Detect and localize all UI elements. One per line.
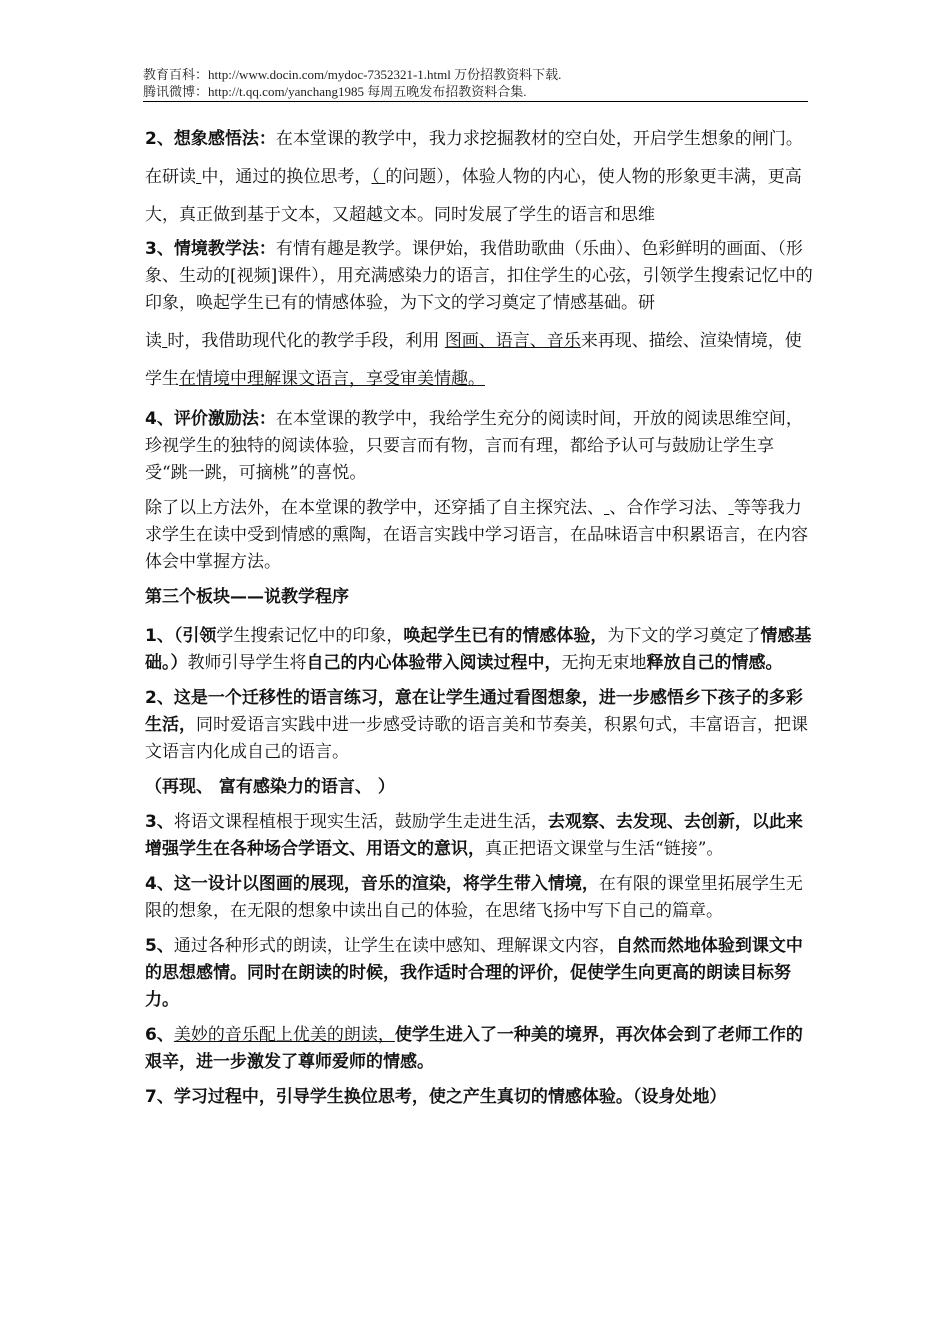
bold-span: 学习过程中，引导学生换位思考，使之产生真切的情感体验。（设身处地） — [173, 1087, 727, 1107]
text-span: 为下文的学习奠定了 — [607, 626, 761, 646]
page-header — [143, 66, 808, 100]
text-span: 在本堂课的教学中，我力求挖掘教材的空白处，开启学生想象的闸门。在研读 — [145, 129, 803, 187]
procedure-step-6 — [145, 1022, 813, 1076]
item-number: 2、 — [145, 129, 174, 149]
procedure-step-3 — [145, 809, 813, 863]
text-span: 无拘无束地 — [561, 653, 647, 673]
section-heading: 第三个板块——说教学程序 — [145, 587, 349, 607]
text-span: 有情有趣是教学。课伊始，我借助歌曲（乐曲）、色彩鲜明的画面、（形象、生动的[视频]课件），用充满感染力的语言，扣住学生的心弦，引领学生搜索记忆中的印象，唤起学生已有的情感体验，为下文的学习奠定了情感基础。研 — [145, 239, 813, 313]
item-number: 3、 — [145, 239, 174, 259]
item-number: 5、 — [145, 936, 174, 956]
item-number: 4、 — [145, 409, 174, 429]
item-number: 7、 — [145, 1087, 174, 1107]
procedure-step-1 — [145, 623, 813, 677]
underlined-phrase: 在情境中理解课文语言，享受审美情趣。 — [179, 369, 485, 389]
method-label: 评价激励法： — [173, 409, 276, 429]
text-span: 等等我力求学生在读中受到情感的熏陶，在语言实践中学习语言，在品味语言中积累语言，在内容体会中掌握方法。 — [145, 498, 808, 572]
bold-span: 情感基础。） — [145, 626, 812, 673]
procedure-step-2 — [145, 685, 813, 766]
document-body — [145, 120, 813, 1119]
bold-span: 释放自己的情感。 — [646, 653, 783, 673]
text-span: 来再现、描绘、渲染情境，使学生 — [145, 331, 802, 389]
item-number: 6、 — [145, 1025, 174, 1045]
text-span: 在本堂课的教学中，我给学生充分的阅读时间，开放的阅读思维空间，珍视学生的独特的阅读体验，只要言而有物，言而有理，都给予认可与鼓励让学生享受“跳一跳，可摘桃”的喜悦。 — [145, 409, 803, 483]
paragraph-situational-method — [145, 236, 813, 398]
bold-span: 去观察、去发现、去创新，以此来增强学生在各种场合学语文、用语文的意识， — [145, 812, 803, 859]
item-number: 1、 — [145, 626, 174, 646]
paragraph-evaluation-method — [145, 406, 813, 487]
paragraph-imagination-method — [145, 120, 813, 234]
bold-span: 自己的内心体验带入阅读过程中， — [306, 653, 562, 673]
text-span: 读 — [145, 331, 162, 351]
text-span: 通过各种形式的朗读，让学生在读中感知、理解课文内容， — [173, 936, 616, 956]
item-number: 2、 — [145, 688, 174, 708]
text-span: 真正把语文课堂与生活“链接”。 — [485, 839, 724, 859]
header-line-2: 腾讯微博：http://t.qq.com/yanchang1985 每周五晚发布招教资料合集. — [143, 84, 527, 99]
bold-span: 自然而然地体验到课文中的思想感情。同时在朗读的时候，我作适时合理的评价，促使学生向更高的朗读目标努力。 — [145, 936, 803, 1010]
text-span: 时，我借助现代化的教学手段，利用 — [167, 331, 445, 351]
underlined-blank: （ — [371, 167, 386, 187]
procedure-step-7 — [145, 1084, 813, 1111]
bold-span: 唤起学生已有的情感体验， — [403, 626, 608, 646]
bold-span: 这是一个迁移性的语言练习，意在让学生通过看图想象，进一步感悟乡下孩子的多彩生活， — [145, 688, 803, 735]
text-span: 除了以上方法外，在本堂课的教学中，还穿插了自主探究法、 — [145, 498, 604, 518]
text-span: 在有限的课堂里拓展学生无限的想象，在无限的想象中读出自己的体验，在思绪飞扬中写下自己的篇章。 — [145, 874, 803, 921]
text-span: 同时爱语言实践中进一步感受诗歌的语言美和节奏美，积累句式，丰富语言，把课文语言内化成自己的语言。 — [145, 715, 808, 762]
header-divider — [143, 101, 808, 102]
text-span: 将语文课程植根于现实生活，鼓励学生走进生活， — [173, 812, 548, 832]
underlined-phrase: 美妙的音乐配上优美的朗读， — [173, 1025, 395, 1045]
method-label: 情境教学法： — [173, 239, 276, 259]
text-span: 中，通过的换位思考， — [201, 167, 372, 187]
paragraph-continuation — [145, 322, 813, 398]
procedure-note: （再现、 富有感染力的语言、 ） — [145, 777, 395, 797]
item-number: 3、 — [145, 812, 174, 832]
text-span: 、合作学习法、 — [609, 498, 729, 518]
procedure-step-4 — [145, 871, 813, 925]
item-number: 4、 — [145, 874, 174, 894]
bold-span: （引领 — [173, 626, 217, 646]
underlined-phrase: 图画、语言、音乐 — [444, 331, 581, 351]
header-line-1: 教育百科：http://www.docin.com/mydoc-7352321-1.html 万份招教资料下载. — [143, 67, 562, 82]
procedure-step-5 — [145, 933, 813, 1014]
text-span: 教师引导学生将 — [187, 653, 307, 673]
text-span: 学生搜索记忆中的印象， — [216, 626, 404, 646]
bold-span: 使学生进入了一种美的境界，再次体会到了老师工作的艰辛，进一步激发了尊师爱师的情感。 — [145, 1025, 803, 1072]
bold-span: 这一设计以图画的展现，音乐的渲染，将学生带入情境， — [173, 874, 599, 894]
text-span: 的问题），体验人物的内心，使人物的形象更丰满，更高大，真正做到基于文本，又超越文本。同时发展了学生的语言和思维 — [145, 167, 802, 225]
paragraph-other-methods — [145, 495, 813, 576]
method-label: 想象感悟法： — [173, 129, 276, 149]
